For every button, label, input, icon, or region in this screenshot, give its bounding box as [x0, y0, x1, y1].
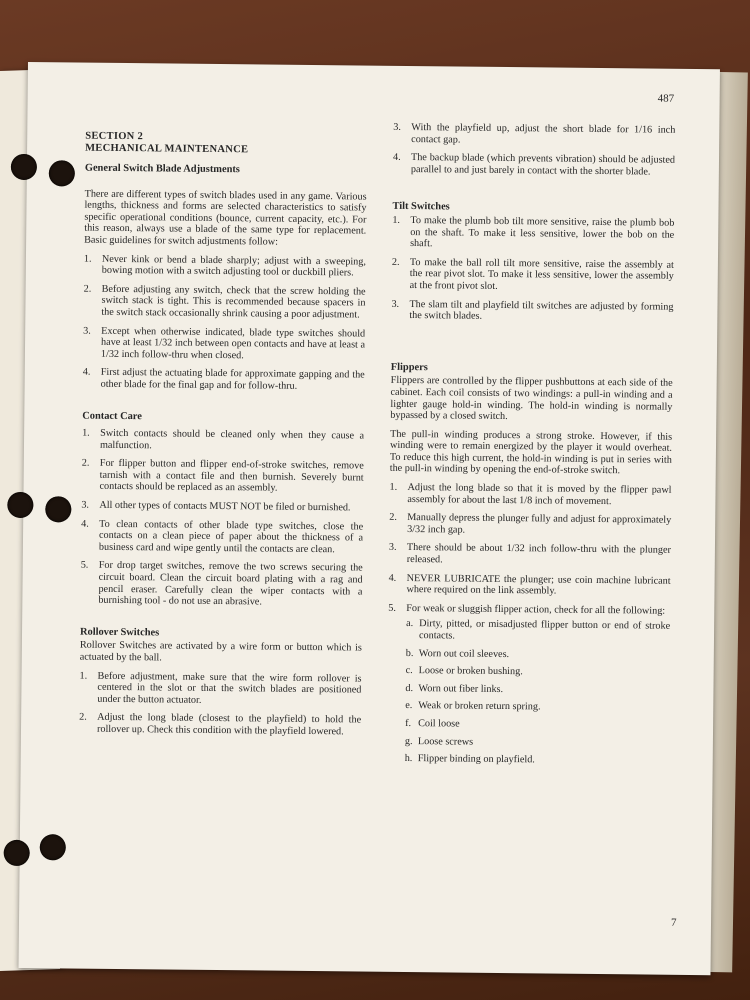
general-intro: There are different types of switch blades used in any game. Various lengths, thickness and forms are selected characteristics to satisfy specific operational conditions (bounce, current capacity, etc.). For this reason, always use a blade of the same type for replacement. Basic guidelines for switch adjustments follow: — [84, 188, 367, 248]
binder-hole — [7, 492, 33, 518]
list-item: 1. Switch contacts should be cleaned only when they cause a malfunction. — [82, 427, 365, 452]
list-item: 1. To make the plumb bob tilt more sensitive, raise the plumb bob on the shaft. To make it less sensitive, lower the bob on the shaft. — [392, 214, 675, 250]
list-item: 4. NEVER LUBRICATE the plunger; use coin machine lubricant where required on the link assembly. — [388, 572, 671, 597]
list-item: 5. For weak or sluggish flipper action, check for all the following: a. Dirty, pitted, or misadjusted flipper button or end of stroke contacts. b. Worn out coil sleeves. c. Loose or broken bushing. d. Worn out fiber links. e. Weak or broken return spring. f. Coil loose g. Loose screws h. Flipper binding on playfield. — [388, 602, 671, 766]
list-item: 3. The slam tilt and playfield tilt switches are adjusted by forming the switch blades. — [391, 298, 674, 322]
list-item: 2. Adjust the long blade (closest to the playfield) to hold the rollover up. Check this condition with the playfield lowered. — [79, 711, 362, 738]
tilt-heading: Tilt Switches — [392, 201, 450, 213]
left-column — [79, 131, 367, 750]
list-item: 2. To make the ball roll tilt more sensitive, raise the assembly at the rear pivot slot. To make it less sensitive, lower the assembly at the front pivot slot. — [391, 256, 674, 292]
manual-page — [19, 62, 720, 975]
list-item: 4. To clean contacts of other blade type switches, close the contacts on a clean piece of paper about the thickness of a business card and wipe gently until the contacts are clean. — [81, 518, 364, 556]
list-item: d. Worn out fiber links. — [405, 682, 504, 695]
general-list — [83, 253, 366, 393]
rollover-list — [79, 670, 362, 738]
binder-hole — [40, 834, 66, 860]
rollover-heading: Rollover Switches — [79, 626, 160, 639]
page-number-top: 487 — [657, 92, 675, 105]
contact-care-heading: Contact Care — [82, 410, 142, 422]
contact-care-list — [80, 428, 364, 610]
binder-hole — [4, 840, 30, 866]
list-item: 2. For flipper button and flipper end-of-stroke switches, remove tarnish with a contact file and then burnish. Severely burnt contacts should be replaced as an assembly. — [81, 457, 364, 495]
list-item: g. Loose screws — [404, 735, 474, 748]
page-number-bottom: 7 — [670, 916, 677, 929]
tilt-list — [391, 215, 674, 325]
list-item: e. Weak or broken return spring. — [405, 700, 541, 713]
flipper-check-intro: For weak or sluggish flipper action, check for all the following: — [406, 602, 666, 617]
list-item: b. Worn out coil sleeves. — [405, 647, 510, 660]
list-item: c. Loose or broken bushing. — [405, 665, 523, 678]
section-title: MECHANICAL MAINTENANCE — [85, 142, 249, 156]
flippers-heading: Flippers — [390, 361, 428, 373]
list-item: 5. For drop target switches, remove the two screws securing the circuit board. Clean the circuit board plating with a rag and pencil eraser. Carefully clean the wiper contacts with a burnishing tool - do not use an abrasive. — [80, 560, 363, 608]
list-item: 3. With the playfield up, adjust the short blade for 1/16 inch contact gap. — [393, 121, 676, 146]
flipper-check-list — [405, 618, 671, 767]
list-item: 3. Except when otherwise indicated, blade type switches should have at least 1/32 inch between open contacts and have at least a 1/32 inch follow-thru when closed. — [83, 325, 366, 361]
general-heading: General Switch Blade Adjustments — [84, 162, 240, 176]
list-item: 2. Before adjusting any switch, check that the screw holding the switch stack is tight. This is recommended because spacers in the switch stack occasionally shrink causing a poor adjustment. — [83, 283, 366, 321]
rollover-continued-list — [393, 122, 676, 178]
list-item: 3. All other types of contacts MUST NOT be filed or burnished. — [81, 499, 351, 514]
list-item: 1. Never kink or bend a blade sharply; adjust with a sweeping, bowing motion with a switch adjusting tool or duckbill pliers. — [83, 253, 366, 279]
list-item: 2. Manually depress the plunger fully and adjust for approximately 3/32 inch gap. — [389, 512, 672, 536]
list-item: f. Coil loose — [405, 717, 460, 730]
list-item: a. Dirty, pitted, or misadjusted flipper button or end of stroke contacts. — [406, 618, 671, 642]
list-item: h. Flipper binding on playfield. — [404, 753, 535, 766]
binder-hole — [45, 496, 71, 522]
rollover-intro: Rollover Switches are activated by a wire form or button which is actuated by the ball. — [79, 639, 362, 664]
flippers-list — [387, 482, 672, 774]
list-item: 3. There should be about 1/32 inch follow-thru with the plunger released. — [388, 542, 671, 566]
binder-hole — [49, 160, 75, 186]
right-column — [386, 122, 675, 786]
list-item: 4. First adjust the actuating blade for approximate gapping and the other blade for the final gap and for follow-thru. — [82, 366, 365, 392]
list-item: 1. Adjust the long blade so that it is moved by the flipper pawl assembly for about the last 1/8 inch of movement. — [389, 481, 672, 507]
list-item: 4. The backup blade (which prevents vibration) should be adjusted parallel to and just barely in contact with the shorter blade. — [392, 152, 676, 178]
list-item: 1. Before adjustment, make sure that the wire form rollover is centered in the slot or that the switch blades are positioned under the button actuator. — [79, 670, 362, 706]
flippers-paragraph-1: Flippers are controlled by the flipper pushbuttons at each side of the cabinet. Each coil consists of two windings: a pull-in winding and a lighter gauge hold-in winding. The hold-in winding is normally bypassed by a closed switch. — [390, 375, 673, 423]
binder-hole — [11, 154, 37, 180]
section-label: SECTION 2 — [85, 130, 144, 143]
flippers-paragraph-2: The pull-in winding produces a strong stroke. However, if this winding were to remain energized by the player it would overheat. To reduce this high current, the hold-in winding is put in series with the pull-in winding by opening the end-of-stroke switch. — [389, 428, 673, 477]
